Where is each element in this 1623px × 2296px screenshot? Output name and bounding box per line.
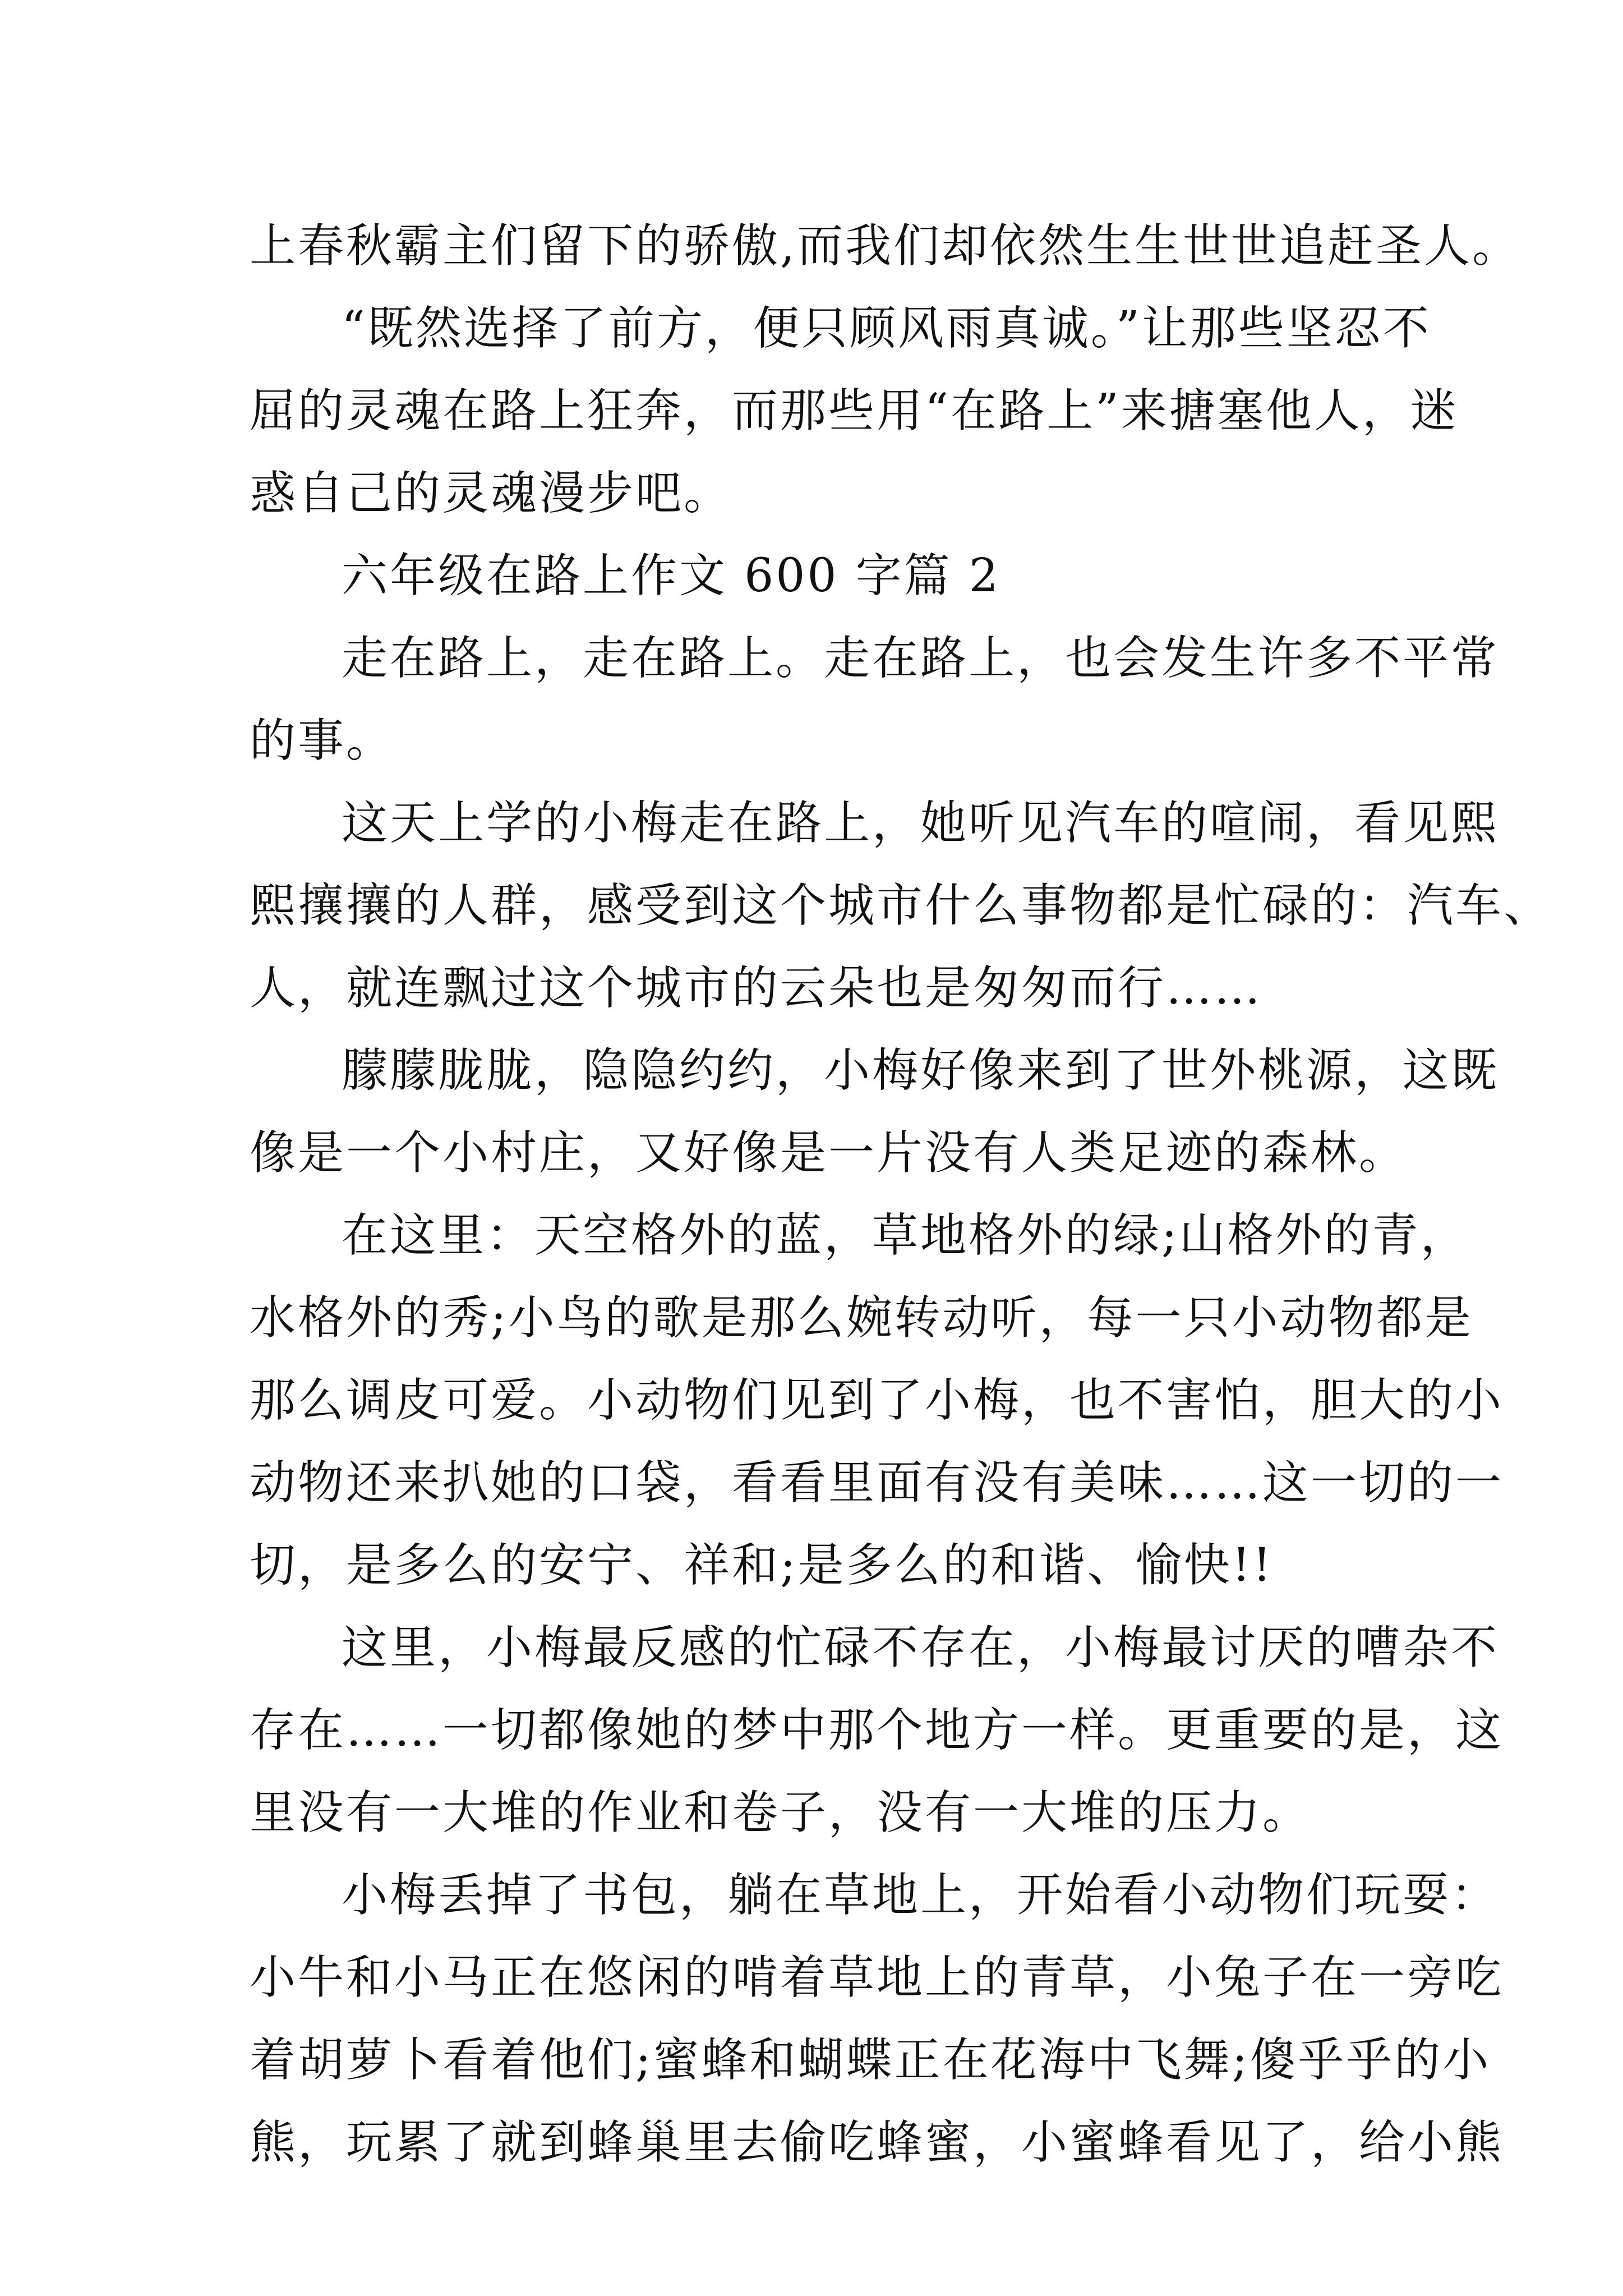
text-line: 切，是多么的安宁、祥和;是多么的和谐、愉快!!	[250, 1539, 1274, 1592]
text-line: 人，就连飘过这个城市的云朵也是匆匆而行……	[250, 961, 1263, 1015]
text-line: 在这里：天空格外的蓝，草地格外的绿;山格外的青，	[342, 1209, 1469, 1262]
text-line: “既然选择了前方，便只顾风雨真诚。”让那些坚忍不	[342, 302, 1431, 355]
text-line: 像是一个小村庄，又好像是一片没有人类足迹的森林。	[250, 1126, 1408, 1180]
section-heading: 六年级在路上作文 600 字篇 2	[342, 549, 1000, 602]
text-line: 小牛和小马正在悠闲的啃着草地上的青草，小兔子在一旁吃	[250, 1951, 1504, 2004]
text-line: 小梅丢掉了书包，躺在草地上，开始看小动物们玩耍：	[342, 1869, 1500, 1922]
text-line: 动物还来扒她的口袋，看看里面有没有美味……这一切的一	[250, 1456, 1504, 1510]
text-line: 这里，小梅最反感的忙碌不存在，小梅最讨厌的嘈杂不	[342, 1621, 1500, 1674]
text-line: 上春秋霸主们留下的骄傲,而我们却依然生生世世追赶圣人。	[250, 219, 1521, 273]
text-line: 存在……一切都像她的梦中那个地方一样。更重要的是，这	[250, 1704, 1504, 1757]
text-line: 着胡萝卜看着他们;蜜蜂和蝴蝶正在花海中飞舞;傻乎乎的小	[250, 2033, 1491, 2087]
text-line: 熙攘攘的人群，感受到这个城市什么事物都是忙碌的：汽车、	[250, 879, 1552, 932]
text-line: 惑自己的灵魂漫步吧。	[250, 467, 732, 520]
text-line: 水格外的秀;小鸟的歌是那么婉转动听，每一只小动物都是	[250, 1291, 1473, 1345]
text-line: 那么调皮可爱。小动物们见到了小梅，也不害怕，胆大的小	[250, 1374, 1504, 1427]
text-line: 朦朦胧胧，隐隐约约，小梅好像来到了世外桃源，这既	[342, 1044, 1500, 1097]
text-line: 屈的灵魂在路上狂奔，而那些用“在路上”来搪塞他人，迷	[250, 384, 1459, 438]
text-line: 熊，玩累了就到蜂巢里去偷吃蜂蜜，小蜜蜂看见了，给小熊	[250, 2116, 1504, 2169]
text-line: 这天上学的小梅走在路上，她听见汽车的喧闹，看见熙	[342, 797, 1500, 850]
text-line: 里没有一大堆的作业和卷子，没有一大堆的压力。	[250, 1786, 1311, 1839]
text-line: 走在路上，走在路上。走在路上，也会发生许多不平常	[342, 632, 1500, 685]
document-body	[250, 205, 1552, 2184]
text-line: 的事。	[250, 714, 395, 767]
